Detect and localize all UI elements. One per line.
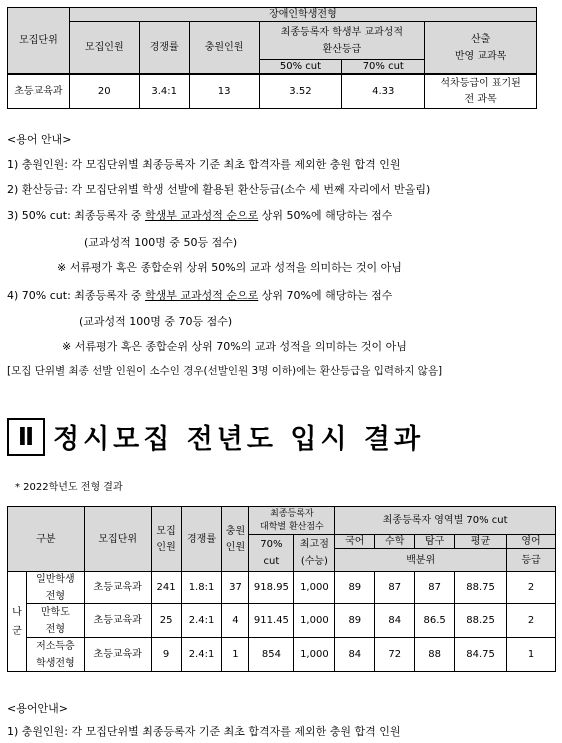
note-3-remark: ※ 서류평가 혹은 종합순위 상위 50%의 교과 성적을 의미하는 것이 아님 [57,261,402,274]
header-competition: 경쟁률 [139,22,189,75]
header-extra [222,507,249,572]
note-4-pre: 4) 70% cut: 최종등록자 중 [7,289,146,302]
header-extra-line1: 충원 [225,525,246,537]
header-avg: 평균 [455,535,507,549]
bracket-note: [모집 단위별 최종 선발 인원이 소수인 경우(선발인원 3명 이하)에는 환산등급을 입력하지 않음] [7,365,443,377]
row1-english: 2 [507,572,556,604]
section-header [7,417,424,456]
header-grade-line1: 최종등록자 학생부 교과성적 [280,26,403,38]
row3-type [26,638,84,672]
row1-max: 1,000 [294,572,335,604]
row1-inquiry: 87 [415,572,455,604]
row1-korean: 89 [335,572,375,604]
header-max [294,535,335,572]
header-univ [249,507,335,535]
group-cell [8,572,27,672]
row3-avg: 84.75 [455,638,507,672]
cell-calc-line2: 전 과목 [464,93,497,105]
row2-type-line2: 전형 [45,623,66,635]
row1-quota: 241 [151,572,181,604]
header-max-line1: 최고점 [299,539,329,550]
header-calc-line2: 반영 교과목 [454,50,507,62]
row2-math: 84 [375,604,415,638]
cell-extra: 13 [189,74,259,108]
row2-type-line1: 만학도 [40,606,70,618]
header-quota-line1: 모집 [156,525,176,537]
notes2-title: <용어안내> [7,702,68,715]
row1-p70: 918.95 [249,572,294,604]
row1-unit: 초등교육과 [84,572,151,604]
header-division: 구분 [8,507,85,572]
row1-math: 87 [375,572,415,604]
note-3 [7,207,392,223]
row1-extra: 37 [222,572,249,604]
header-extra: 충원인원 [189,22,259,75]
header-univ-line1: 최종등록자 [270,508,314,519]
group-char-1: 나 [12,606,22,618]
header-p70-line1: 70% [260,539,283,550]
header-inquiry: 탐구 [415,535,455,549]
row2-english: 2 [507,604,556,638]
header-univ-line2: 대학별 환산점수 [260,521,324,532]
note-3-pre: 3) 50% cut: 최종등록자 중 [7,209,146,222]
row3-english: 1 [507,638,556,672]
cell-competition: 3.4:1 [139,74,189,108]
row2-competition: 2.4:1 [181,604,222,638]
note-4-remark: ※ 서류평가 혹은 종합순위 상위 70%의 교과 성적을 의미하는 것이 아님 [62,340,407,353]
section-title: 정시모집 전년도 입시 결과 [53,424,425,455]
header-korean: 국어 [335,535,375,549]
cell-cut50: 3.52 [259,74,342,108]
row3-unit: 초등교육과 [84,638,151,672]
admission-table-regular [7,506,556,672]
note-1: 1) 충원인원: 각 모집단위별 최종등록자 기준 최초 합격자를 제외한 충원 합격 인원 [7,158,401,171]
group-char-2: 군 [12,625,22,637]
cell-cut70: 4.33 [342,74,425,108]
note-4 [7,287,392,303]
header-quota-line2: 인원 [156,541,176,553]
cell-unit: 초등교육과 [8,74,70,108]
header-grade-line2: 환산등급 [322,43,362,55]
header-max-line2: (수능) [300,556,328,567]
row3-max: 1,000 [294,638,335,672]
row3-extra: 1 [222,638,249,672]
note-3-sub: (교과성적 100명 중 50등 점수) [84,236,238,249]
row2-extra: 4 [222,604,249,638]
note-2: 2) 환산등급: 각 모집단위별 학생 선발에 활용된 환산등급(소수 세 번째 자리에서 반올림) [7,183,431,196]
row3-quota: 9 [151,638,181,672]
header-quota: 모집인원 [69,22,139,75]
row2-quota: 25 [151,604,181,638]
header-english1: 영어 [507,535,556,549]
header-percentile: 백분위 [335,549,507,572]
note-4-post: 상위 70%에 해당하는 점수 [258,289,393,302]
header-calc-line1: 산출 [470,33,491,45]
row2-korean: 89 [335,604,375,638]
header-english2: 등급 [507,549,556,572]
row2-unit: 초등교육과 [84,604,151,638]
note-3-post: 상위 50%에 해당하는 점수 [258,209,393,222]
header-p70 [249,535,294,572]
header-cut50: 50% cut [259,60,342,75]
row3-p70: 854 [249,638,294,672]
header-math: 수학 [375,535,415,549]
row1-type [26,572,84,604]
row1-type-line2: 전형 [45,590,66,602]
notes2-item-1: 1) 충원인원: 각 모집단위별 최종등록자 기준 최초 합격자를 제외한 충원 합격 인원 [7,725,401,738]
row2-max: 1,000 [294,604,335,638]
header-unit: 모집단위 [84,507,151,572]
row1-type-line1: 일반학생 [36,573,75,585]
header-area: 최종등록자 영역별 70% cut [335,507,556,535]
row2-inquiry: 86.5 [415,604,455,638]
cell-calc-line1: 석차등급이 표기된 [440,77,521,89]
note-3-underline: 학생부 교과성적 순으로 [145,209,259,222]
row2-p70: 911.45 [249,604,294,638]
row3-korean: 84 [335,638,375,672]
note-4-sub: (교과성적 100명 중 70등 점수) [79,315,233,328]
header-group: 장애인학생전형 [69,8,536,22]
row1-avg: 88.75 [455,572,507,604]
header-grade [259,22,425,60]
row3-math: 72 [375,638,415,672]
note-4-underline: 학생부 교과성적 순으로 [145,289,259,302]
admission-table-disabled [7,7,537,109]
header-extra-line2: 인원 [225,541,246,553]
row3-type-line1: 저소득층 [36,640,75,652]
row3-competition: 2.4:1 [181,638,222,672]
cell-quota: 20 [69,74,139,108]
header-calc [425,22,537,75]
header-quota [151,507,181,572]
header-competition: 경쟁률 [181,507,222,572]
header-p70-line2: cut [263,556,280,567]
row1-competition: 1.8:1 [181,572,222,604]
row2-type [26,604,84,638]
subtitle: * 2022학년도 전형 결과 [15,482,123,493]
row2-avg: 88.25 [455,604,507,638]
row3-type-line2: 학생전형 [36,657,75,669]
section-number: Ⅱ [7,418,45,456]
header-cut70: 70% cut [342,60,425,75]
row3-inquiry: 88 [415,638,455,672]
cell-calc [425,74,537,108]
notes-title: <용어 안내> [7,133,72,146]
header-unit: 모집단위 [8,8,70,75]
